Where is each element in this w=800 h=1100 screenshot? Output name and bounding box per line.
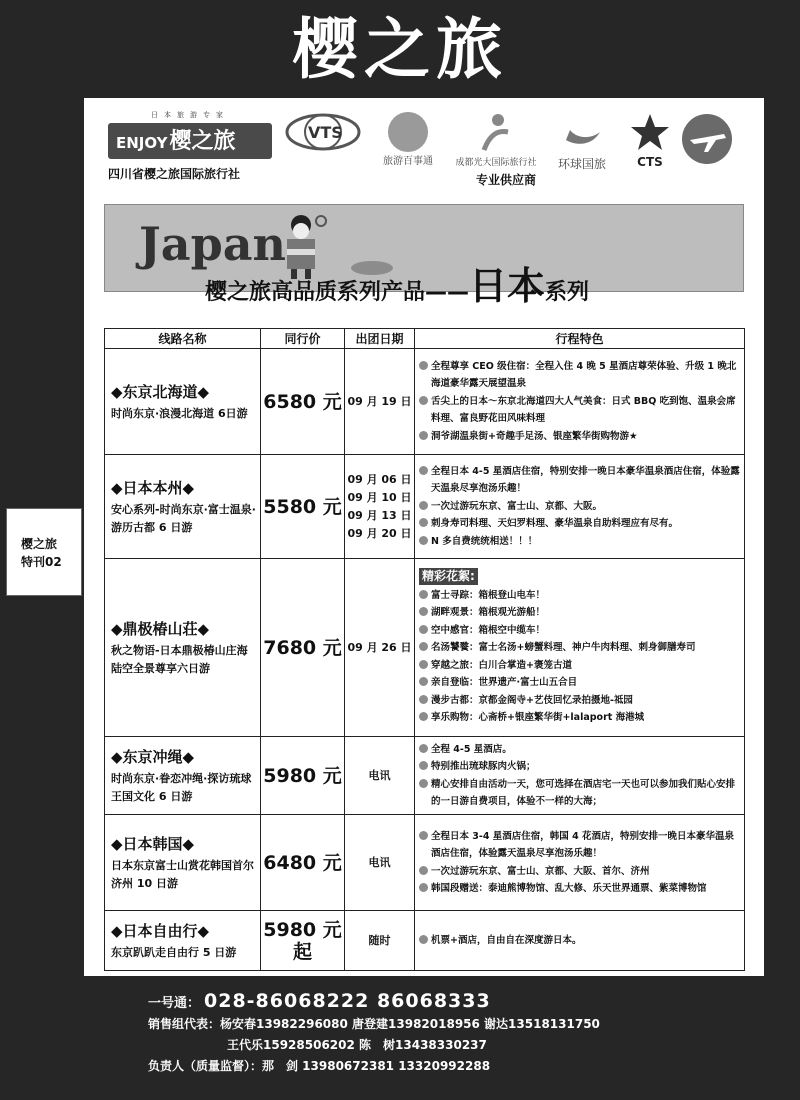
itinerary-table: [104, 328, 745, 971]
partner-logo-guangda: [452, 112, 540, 168]
partner-logo-airline: [680, 112, 734, 169]
partner-name: 成都光大国际旅行社: [455, 158, 537, 168]
route-name: ◆鼎极椿山荘◆: [111, 619, 210, 638]
price-cell: 5580 元: [261, 455, 345, 559]
features-cell: [415, 559, 745, 737]
page-title: 樱之旅: [292, 10, 508, 88]
partner-name: 环球国旅: [557, 157, 606, 171]
star-logo-icon: [630, 112, 670, 152]
route-desc: 秋之物语-日本鼎极椿山庄海陆空全景尊享六日游: [111, 643, 248, 675]
route-name: ◆日本本州◆: [111, 478, 195, 497]
table-row: [105, 911, 745, 971]
airplane-logo-icon: [680, 112, 734, 166]
brand-logo-cn: 樱之旅: [169, 128, 236, 154]
table-row: [105, 559, 745, 737]
feature-item: 机票+酒店，自由自在深度游日本。: [419, 932, 740, 950]
price-cell: 7680 元: [261, 559, 345, 737]
date-cell: 09 月 19 日: [345, 349, 415, 455]
partner-logo-cts: [628, 112, 672, 169]
route-cell: [105, 737, 261, 815]
date-cell: 电讯: [345, 737, 415, 815]
route-desc: 安心系列-时尚东京·富士温泉·游历古都 6 日游: [111, 502, 256, 534]
runner-logo-icon: [476, 112, 516, 152]
side-tab: [6, 508, 82, 596]
supplier-label: 专业供应商: [476, 173, 537, 187]
route-cell: [105, 815, 261, 911]
price-cell: 6580 元: [261, 349, 345, 455]
manager-contact: 负责人（质量监督）：那 剑 13980672381 13320992288: [148, 1059, 491, 1073]
features-cell: [415, 349, 745, 455]
feature-item: 漫步古都：京都金阁寺+艺伎回忆录拍摄地-祗园: [419, 692, 740, 710]
route-desc: 时尚东京·眷恋冲绳·探访琉球王国文化 6 日游: [111, 771, 252, 803]
route-cell: [105, 911, 261, 971]
contact-footer: [148, 988, 788, 1077]
company-name: 四川省樱之旅国际旅行社: [108, 167, 241, 181]
brand-tagline: 日本旅游专家: [151, 111, 229, 119]
features-cell: [415, 911, 745, 971]
brand-block: [108, 110, 272, 182]
highlight-label: 精彩花絮:: [419, 568, 478, 585]
route-cell: [105, 559, 261, 737]
feature-item: 精心安排自由活动一天，您可选择在酒店宅一天也可以参加我们贴心安排的一日游自费项目，体验不一样的大海；: [419, 776, 740, 811]
banner-subtitle: [205, 255, 589, 310]
date-cell: 09 月 26 日: [345, 559, 415, 737]
date-item: 09 月 20 日: [347, 526, 412, 540]
table-header: 同行价: [261, 329, 345, 349]
feature-item: 洞爷湖温泉街+奇趣手足汤、银座繁华街购物游★: [419, 428, 740, 446]
price-cell: 5980 元起: [261, 911, 345, 971]
route-cell: [105, 455, 261, 559]
japan-banner: [104, 204, 744, 308]
brand-logo-text: ENJOY: [116, 134, 168, 152]
feature-item: 全程尊享 CEO 级住宿：全程入住 4 晚 5 星酒店尊荣体验、升级 1 晚北海道豪华露天展望温泉: [419, 358, 740, 393]
date-cell: 随时: [345, 911, 415, 971]
date-cell: [345, 455, 415, 559]
route-cell: [105, 349, 261, 455]
route-name: ◆日本自由行◆: [111, 921, 210, 940]
side-tab-line: 樱之旅: [21, 537, 58, 551]
feature-item: N 多自费统统相送！！！: [419, 533, 740, 551]
feature-item: 穿越之旅：白川合掌造+褒笼古道: [419, 657, 740, 675]
features-cell: [415, 455, 745, 559]
feature-item: 富士寻踪：箱根登山电车！: [419, 587, 740, 605]
table-row: [105, 737, 745, 815]
feature-item: 韩国段赠送：泰迪熊博物馆、乱大修、乐天世界通票、紫菜博物馆: [419, 880, 740, 898]
feature-item: 舌尖上的日本～东京北海道四大人气美食：日式 BBQ 吃到饱、温泉会席料理、富良野花田风味料理: [419, 393, 740, 428]
svg-text:VTS: VTS: [308, 123, 343, 142]
table-row: [105, 349, 745, 455]
partner-logo-vts: [284, 112, 362, 155]
feature-item: 一次过游玩东京、富士山、京都、大阪、首尔、济州: [419, 863, 740, 881]
table-row: [105, 815, 745, 911]
table-header-row: [105, 329, 745, 349]
table-header: 线路名称: [105, 329, 261, 349]
feature-item: 全程日本 4-5 星酒店住宿，特别安排一晚日本豪华温泉酒店住宿，体验露天温泉尽享泡汤乐趣！: [419, 463, 740, 498]
banner-japan-text: Japan: [139, 217, 286, 271]
banner-subtitle-prefix: 樱之旅高品质系列产品——: [205, 280, 470, 305]
features-cell: [415, 815, 745, 911]
feature-item: 刺身寿司料理、天妇罗料理、豪华温泉自助料理应有尽有。: [419, 515, 740, 533]
feature-item: 一次过游玩东京、富士山、京都、大阪。: [419, 498, 740, 516]
feature-item: 空中感官：箱根空中缆车！: [419, 622, 740, 640]
sales-contacts-cont: 王代乐15928506202 陈 树13438330237: [227, 1038, 487, 1052]
globe-logo-icon: [284, 112, 362, 152]
banner-subtitle-suffix: 系列: [545, 280, 590, 305]
date-item: 09 月 10 日: [347, 490, 412, 504]
hotline-numbers: 028-86068222 86068333: [204, 990, 491, 1012]
route-desc: 东京趴趴走自由行 5 日游: [111, 945, 237, 959]
feature-item: 名汤饕餮：富士名汤+螃蟹料理、神户牛肉料理、刺身御膳寿司: [419, 639, 740, 657]
mascot-logo-icon: [388, 112, 428, 152]
price-cell: 5980 元: [261, 737, 345, 815]
date-item: 09 月 06 日: [347, 472, 412, 486]
feature-item: 亲自登临：世界遗产·富士山五合目: [419, 674, 740, 692]
partner-logo-baishitong: [376, 112, 440, 167]
feature-item: 特别推出琉球豚肉火锅；: [419, 758, 740, 776]
partner-name: CTS: [637, 155, 663, 169]
route-desc: 日本东京富士山赏花韩国首尔济州 10 日游: [111, 858, 254, 890]
route-name: ◆东京冲绳◆: [111, 747, 195, 766]
banner-subtitle-big: 日本: [469, 263, 546, 308]
flyer-sheet: [84, 98, 764, 976]
table-header: 行程特色: [415, 329, 745, 349]
brand-logo: [108, 123, 272, 159]
side-tab-line: 特刊02: [21, 555, 62, 569]
date-item: 09 月 13 日: [347, 508, 412, 522]
sales-contacts: 销售组代表：杨安春13982296080 唐登建13982018956 谢达13518131750: [148, 1017, 600, 1031]
route-desc: 时尚东京·浪漫北海道 6日游: [111, 406, 248, 420]
route-name: ◆东京北海道◆: [111, 382, 210, 401]
feature-item: 享乐购物：心斋桥+银座繁华街+lalaport 海港城: [419, 709, 740, 727]
table-header: 出团日期: [345, 329, 415, 349]
price-cell: 6480 元: [261, 815, 345, 911]
hotline-label: 一号通：: [148, 996, 201, 1011]
feature-item: 全程日本 3-4 星酒店住宿，韩国 4 花酒店，特别安排一晚日本豪华温泉酒店住宿，体验露天温泉尽享泡汤乐趣！: [419, 828, 740, 863]
features-cell: [415, 737, 745, 815]
date-cell: 电讯: [345, 815, 415, 911]
hotline: [148, 988, 788, 1014]
wing-logo-icon: [562, 112, 602, 152]
feature-item: 湖畔观景：箱根观光游船！: [419, 604, 740, 622]
route-name: ◆日本韩国◆: [111, 834, 195, 853]
table-row: [105, 455, 745, 559]
partner-logo-huanqiu: [546, 112, 618, 172]
partner-name: 旅游百事通: [383, 156, 433, 167]
feature-item: 全程 4-5 星酒店。: [419, 741, 740, 759]
